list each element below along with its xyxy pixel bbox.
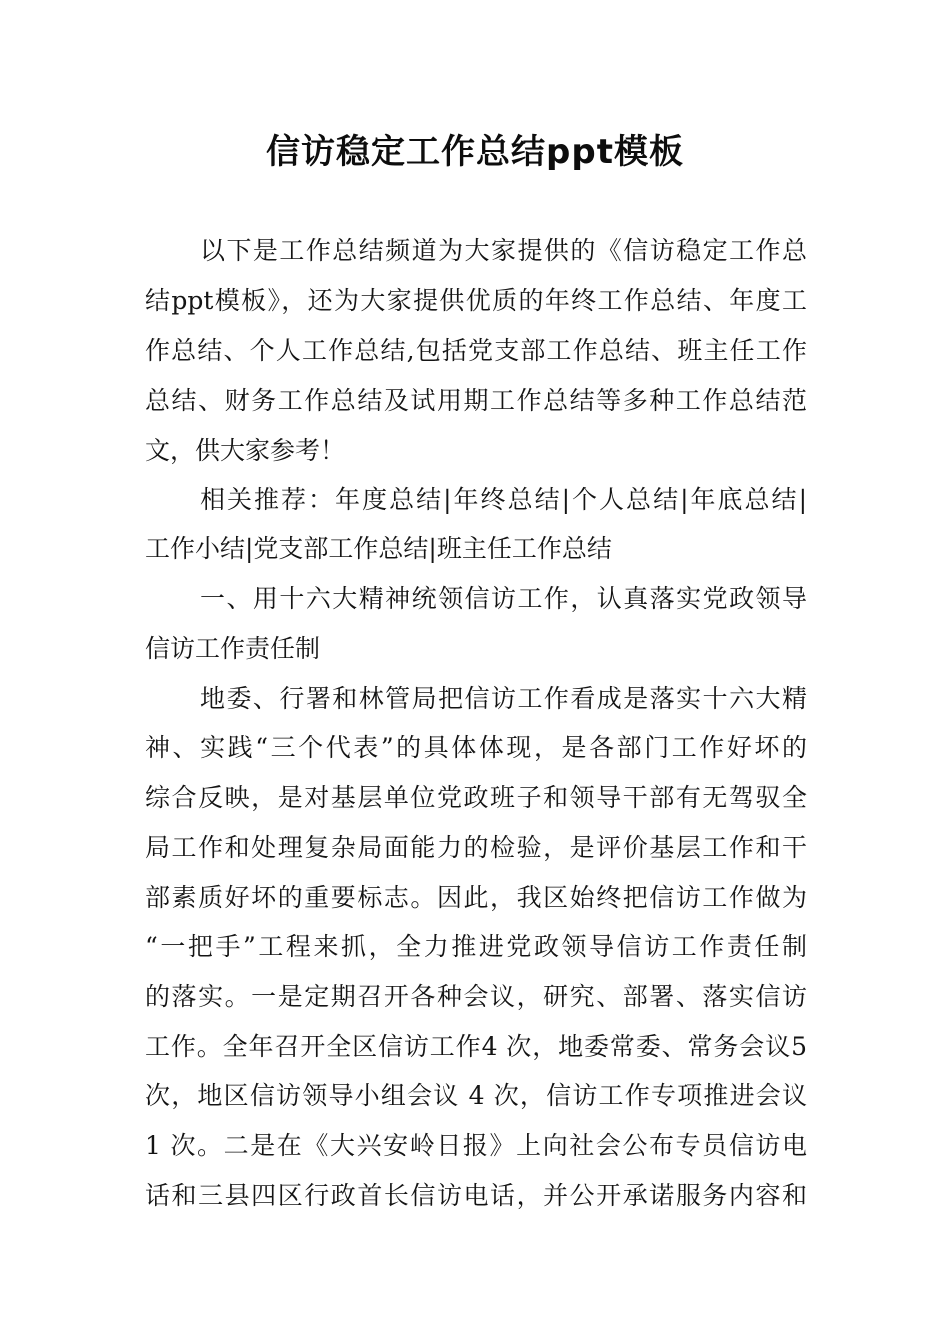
- body-line: 局工作和处理复杂局面能力的检验，是评价基层工作和干: [145, 833, 807, 862]
- body-line: 综合反映，是对基层单位党政班子和领导干部有无驾驭全: [145, 783, 807, 812]
- body-line: 作总结、个人工作总结,包括党支部工作总结、班主任工作: [145, 336, 807, 365]
- body-line: 话和三县四区行政首长信访电话，并公开承诺服务内容和: [145, 1181, 807, 1210]
- document-title: 信访稳定工作总结ppt模板: [266, 132, 684, 172]
- body-line: “一把手”工程来抓，全力推进党政领导信访工作责任制: [145, 932, 807, 961]
- body-line: 文，供大家参考！: [145, 436, 346, 465]
- section-heading-line: 信访工作责任制: [145, 634, 321, 663]
- section-heading-line: 一、用十六大精神统领信访工作，认真落实党政领导: [200, 584, 807, 613]
- body-line: 次，地区信访领导小组会议 4 次，信访工作专项推进会议: [145, 1081, 807, 1110]
- body-line: 神、实践“三个代表”的具体体现，是各部门工作好坏的: [145, 733, 807, 762]
- body-line: 总结、财务工作总结及试用期工作总结等多种工作总结范: [145, 386, 807, 415]
- related-links-line: 相关推荐：年度总结|年终总结|个人总结|年底总结|: [200, 485, 807, 514]
- body-line: 以下是工作总结频道为大家提供的《信访稳定工作总: [200, 236, 807, 265]
- body-line: 工作。全年召开全区信访工作4 次，地委常委、常务会议5: [145, 1032, 807, 1061]
- body-line: 的落实。一是定期召开各种会议，研究、部署、落实信访: [145, 982, 807, 1011]
- related-links-line: 工作小结|党支部工作总结|班主任工作总结: [145, 534, 612, 563]
- body-line: 部素质好坏的重要标志。因此，我区始终把信访工作做为: [145, 883, 807, 912]
- body-line: 结ppt模板》，还为大家提供优质的年终工作总结、年度工: [145, 286, 807, 315]
- body-line: 1 次。二是在《大兴安岭日报》上向社会公布专员信访电: [145, 1131, 807, 1160]
- body-line: 地委、行署和林管局把信访工作看成是落实十六大精: [200, 684, 807, 713]
